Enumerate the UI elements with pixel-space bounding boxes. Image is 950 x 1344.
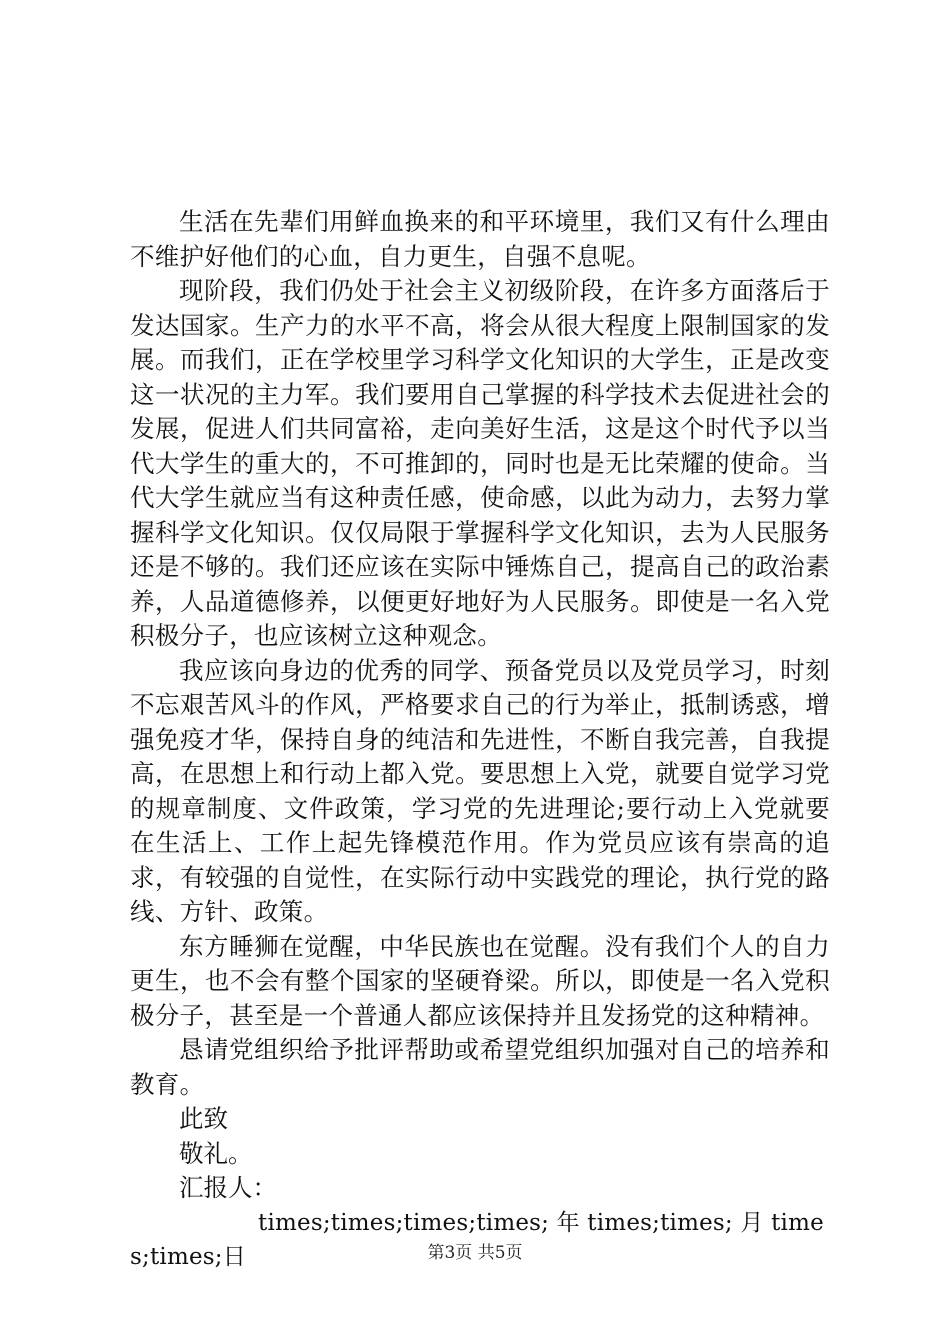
paragraph-2: 现阶段，我们仍处于社会主义初级阶段，在许多方面落后于发达国家。生产力的水平不高，将会从很大程度上限制国家的发展。而我们，正在学校里学习科学文化知识的大学生，正是改变这一状况的主力军。我们要用自己掌握的科学技术去促进社会的发展，促进人们共同富裕，走向美好生活，这是这个时代予以当代大学生的重大的，不可推卸的，同时也是无比荣耀的使命。当代大学生就应当有这种责任感，使命感，以此为动力，去努力掌握科学文化知识。仅仅局限于掌握科学文化知识，去为人民服务还是不够的。我们还应该在实际中锤炼自己，提高自己的政治素养，人品道德修养，以便更好地好为人民服务。即使是一名入党积极分子，也应该树立这种观念。 — [130, 276, 830, 650]
paragraph-4: 东方睡狮在觉醒，中华民族也在觉醒。没有我们个人的自力更生，也不会有整个国家的坚硬脊梁。所以，即使是一名入党积极分子，甚至是一个普通人都应该保持并且发扬党的这种精神。 — [130, 931, 830, 1030]
reporter-label: 汇报人： — [179, 1173, 277, 1202]
document-body — [130, 205, 830, 1275]
paragraph-5: 恳请党组织给予批评帮助或希望党组织加强对自己的培养和教育。 — [130, 1035, 830, 1099]
closing-salutation: 此致 — [179, 1104, 228, 1133]
date-line: times;times;times;times; 年 times;times; 月 times;times;日 — [130, 1209, 824, 1270]
paragraph-1: 生活在先辈们用鲜血换来的和平环境里，我们又有什么理由不维护好他们的心血，自力更生，自强不息呢。 — [130, 207, 830, 271]
paragraph-3: 我应该向身边的优秀的同学、预备党员以及党员学习，时刻不忘艰苦风斗的作风，严格要求自己的行为举止，抵制诱惑，增强免疫才华，保持自身的纯洁和先进性，不断自我完善，自我提高，在思想上和行动上都入党。要思想上入党，就要自觉学习党的规章制度、文件政策，学习党的先进理论;要行动上入党就要在生活上、工作上起先锋模范作用。作为党员应该有崇高的追求，有较强的自觉性，在实际行动中实践党的理论，执行党的路线、方针、政策。 — [130, 655, 830, 926]
closing-regards: 敬礼。 — [179, 1138, 253, 1168]
page-indicator: 第3页 共5页 — [427, 1243, 523, 1263]
